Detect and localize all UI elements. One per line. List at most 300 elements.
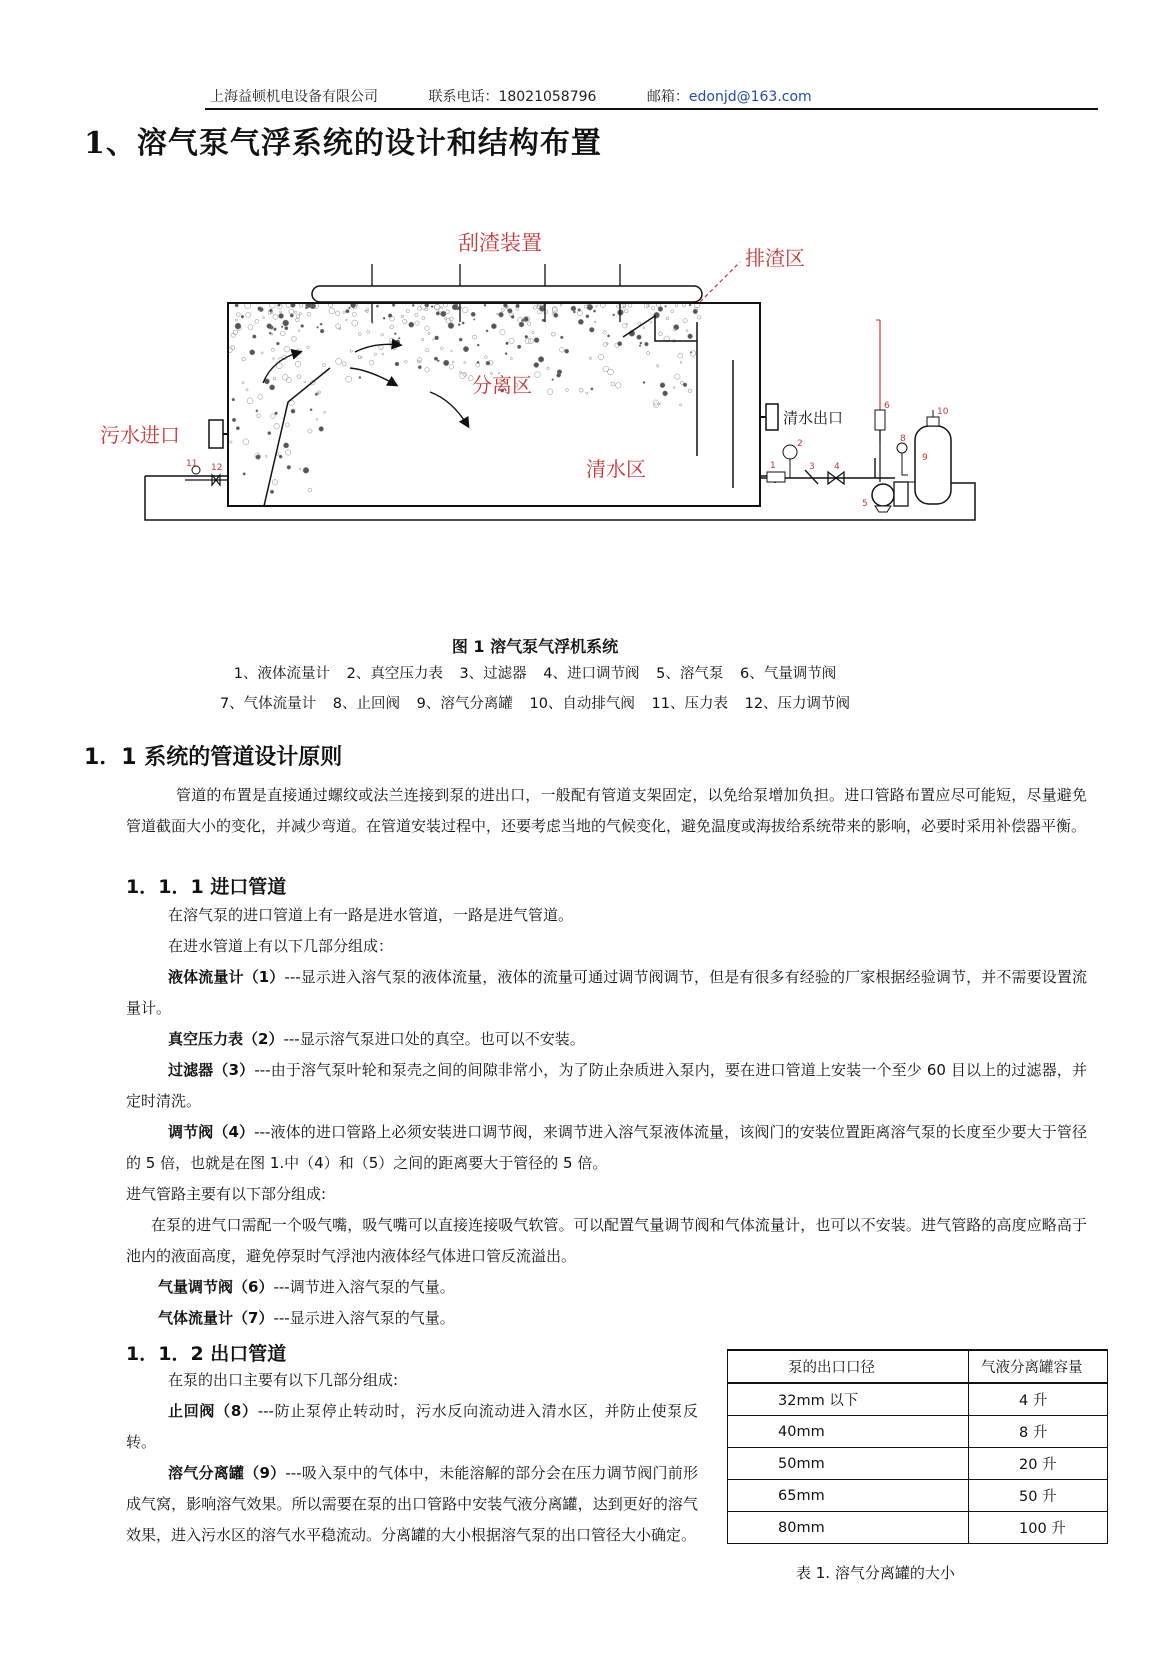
bubble-dot (253, 335, 257, 339)
bubble-dot (412, 304, 414, 306)
table-cell: 65mm (728, 1480, 969, 1512)
bubble-dot (280, 311, 282, 313)
bubble-dot (650, 321, 652, 323)
bubble-dot (295, 361, 301, 367)
page-header (210, 86, 858, 106)
bubble-dot (303, 467, 309, 473)
bubble-dot (274, 328, 277, 331)
bubble-dot (283, 320, 289, 326)
bubble-dot (471, 312, 475, 316)
bubble-dot (464, 362, 466, 364)
bubble-dot (231, 333, 235, 337)
item-text: ---显示溶气泵进口处的真空。也可以不安装。 (283, 1030, 585, 1048)
bubble-dot (230, 441, 232, 443)
bubble-dot (282, 374, 288, 380)
bubble-dot (542, 319, 545, 322)
bubble-dot (248, 325, 253, 330)
bubble-dot (231, 346, 235, 350)
bubble-dot (381, 334, 384, 337)
bubble-dot (365, 310, 367, 312)
bubble-dot (671, 310, 674, 313)
bubble-dot (241, 315, 244, 318)
bubble-dot (405, 360, 408, 363)
svg-text:1: 1 (770, 461, 776, 471)
bubble-dot (659, 403, 661, 405)
bubble-dot (310, 409, 312, 411)
outlet-item-check-valve (126, 1396, 698, 1458)
bubble-dot (443, 360, 449, 366)
bubble-dot (666, 317, 669, 320)
bubble-dot (674, 325, 679, 330)
bubble-dot (473, 319, 475, 321)
bubble-dot (308, 488, 312, 492)
bubble-dot (499, 312, 504, 317)
bubble-dot (299, 468, 301, 470)
bubble-dot (403, 319, 407, 323)
bubble-dot (286, 378, 291, 383)
bubble-dot (557, 373, 561, 377)
bubble-dot (242, 382, 244, 384)
table-header: 气液分离罐容量 (969, 1350, 1108, 1383)
auto-vent-valve-10[interactable] (927, 417, 939, 426)
bubble-dot (486, 330, 488, 332)
item-text: ---显示进入溶气泵的气量。 (273, 1309, 455, 1327)
bubble-dot (323, 364, 326, 367)
bubble-dot (335, 311, 340, 316)
bubble-dot (281, 326, 283, 328)
item-text: ---吸入泵中的气体中，未能溶解的部分会在压力调节阀门前形成气窝，影响溶气效果。所以需要在泵的出口管路中安装气液分离罐，达到更好的溶气效果，进入污水区的溶气水平稳流动。分离罐的大小根据溶气泵的出口管径大小确定。 (126, 1464, 698, 1544)
bubble-dot (587, 304, 593, 310)
bubble-dot (268, 432, 271, 435)
figure-legend-row-1 (0, 662, 1070, 683)
svg-text:9: 9 (922, 453, 928, 463)
bubble-dot (463, 373, 467, 377)
separator-capacity-table (727, 1349, 1108, 1544)
bubble-dot (535, 372, 541, 378)
bubble-dot (307, 312, 311, 316)
table-cell: 8 升 (969, 1416, 1108, 1448)
bubble-dot (505, 353, 507, 355)
bubble-dot (279, 455, 282, 458)
bubble-dot (448, 323, 454, 329)
inlet-item-filter (126, 1055, 1087, 1117)
bubble-dot (534, 363, 539, 368)
bubble-dot (659, 332, 663, 336)
bubble-dot (270, 385, 275, 390)
outlet-intro: 在泵的出口主要有以下几部分组成: (168, 1371, 399, 1389)
item-text: ---显示进入溶气泵的液体流量，液体的流量可通过调节阀调节，但是有很多有经验的厂家根据经验调节，并不需要设置流量计。 (126, 968, 1087, 1017)
outlet-item-separator (126, 1458, 698, 1551)
table-header-row (728, 1350, 1108, 1383)
bubble-dot (532, 331, 534, 333)
bubble-dot (276, 342, 279, 345)
svg-text:2: 2 (797, 439, 803, 449)
item-term: 调节阀（4） (168, 1123, 255, 1141)
vacuum-gauge-2[interactable] (783, 445, 797, 459)
bubble-dot (247, 398, 253, 404)
inlet-item-valve (126, 1117, 1087, 1179)
bubble-dot (477, 361, 479, 363)
bubble-dot (497, 313, 499, 315)
bubble-dot (645, 342, 649, 346)
email-link[interactable]: edonjd@163.com (688, 89, 812, 105)
svg-text:3: 3 (809, 462, 815, 472)
bubble-dot (352, 320, 358, 326)
bubble-dot (462, 322, 464, 324)
bubble-dot (262, 317, 264, 319)
scraper-paddles (372, 264, 620, 322)
bubble-dot (516, 308, 519, 311)
bubble-dot (552, 379, 554, 381)
bubble-dot (246, 389, 248, 391)
air-line-body: 在泵的进气口需配一个吸气嘴，吸气嘴可以直接连接吸气软管。可以配置气量调节阀和气体流量计，也可以不安装。进气管路的高度应略高于池内的液面高度，避免停泵时气浮池内液体经气体进口管反流溢出。 (126, 1216, 1087, 1265)
bubble-dot (320, 329, 324, 333)
bubble-dot (680, 362, 682, 364)
bubble-dot (579, 388, 583, 392)
bubble-dot (665, 305, 667, 307)
separator-tank-9[interactable] (915, 426, 951, 504)
bubble-dot (571, 306, 576, 311)
bubble-dot (317, 326, 319, 328)
bubble-dot (286, 450, 291, 455)
bubble-dot (237, 313, 241, 317)
bubble-dot (299, 312, 301, 314)
table-caption: 表 1. 溶气分离罐的大小 (796, 1564, 955, 1582)
bubble-dot (267, 324, 272, 329)
bubble-dot (458, 324, 460, 326)
bubble-dot (622, 324, 627, 329)
bubble-dot (285, 423, 289, 427)
bubble-dot (250, 350, 255, 355)
svg-text:5: 5 (862, 499, 868, 509)
flotation-system-diagram (100, 220, 1060, 540)
bubble-dot (565, 349, 569, 353)
bubble-dot (647, 351, 650, 354)
item-text: ---由于溶气泵叶轮和泵壳之间的间隙非常小，为了防止杂质进入泵内，要在进口管道上安装一个至少 60 目以上的过滤器，并定时清洗。 (126, 1061, 1087, 1110)
bubble-dot (346, 309, 350, 313)
table-cell: 32mm 以下 (728, 1383, 969, 1416)
label-sewage-inlet: 污水进口 (100, 423, 180, 447)
bubble-dot (591, 388, 593, 390)
table-cell: 50mm (728, 1448, 969, 1480)
bubble-dot (603, 366, 609, 372)
bubble-dot (463, 307, 469, 313)
bubble-dot (643, 381, 645, 383)
bubble-dot (352, 312, 356, 316)
bubble-dot (511, 315, 514, 318)
bubble-dot (308, 429, 312, 433)
table-header: 泵的出口口径 (728, 1350, 969, 1383)
bubble-dot (301, 325, 304, 328)
inlet-water-intro: 在进水管道上有以下几部分组成： (168, 937, 394, 955)
bubble-dot (349, 307, 351, 309)
bubble-dot (683, 383, 687, 387)
bubble-dot (395, 362, 399, 366)
bubble-dot (639, 345, 641, 347)
company-name: 上海益顿机电设备有限公司 (210, 89, 378, 105)
bubble-dot (452, 304, 458, 310)
bubble-dot (346, 319, 348, 321)
bubble-dot (320, 323, 322, 325)
bubble-dot (516, 304, 520, 308)
item-text: ---液体的进口管路上必须安装进口调节阀，来调节进入溶气泵液体流量，该阀门的安装位置距离溶气泵的长度至少要大于管径的 5 倍，也就是在图 1.中（4）和（5）之间的距离要大于管径的 5 倍。 (126, 1123, 1087, 1172)
table-row (728, 1383, 1108, 1416)
bubble-dot (299, 304, 303, 308)
table-cell: 50 升 (969, 1480, 1108, 1512)
bubble-dot (256, 410, 258, 412)
bubble-dot (452, 361, 454, 363)
bubble-dot (538, 357, 544, 363)
bubble-dot (463, 346, 468, 351)
bubble-dot (683, 318, 687, 322)
bubble-dot (406, 310, 409, 313)
table-cell: 20 升 (969, 1448, 1108, 1480)
diagram-labels (100, 231, 805, 481)
bubble-dot (688, 334, 693, 339)
legend-item: 10、自动排气阀 (529, 696, 635, 712)
bubble-dot (422, 317, 425, 320)
bubble-dot (698, 316, 701, 319)
item-term: 过滤器（3） (168, 1061, 255, 1079)
bubble-dot (269, 332, 271, 334)
bubble-dot (418, 358, 422, 362)
bubble-dot (383, 317, 385, 319)
bubble-dot (270, 490, 274, 494)
bubble-dot (390, 325, 394, 329)
bubble-dot (359, 376, 361, 378)
bubble-dot (307, 346, 310, 349)
table-row (728, 1448, 1108, 1480)
bubble-dot (594, 321, 596, 323)
bubble-dot (527, 322, 531, 326)
bubble-dot (673, 387, 675, 389)
bubble-dot (398, 337, 400, 339)
bubble-dot (693, 309, 698, 314)
bubble-dot (679, 404, 681, 406)
bubble-dot (656, 365, 659, 368)
check-valve-8[interactable] (897, 443, 907, 453)
bubble-dot (243, 439, 249, 445)
svg-text:10: 10 (937, 407, 949, 417)
bubble-dot (589, 357, 592, 360)
bubble-dot (372, 322, 374, 324)
label-scraper: 刮渣装置 (458, 231, 542, 255)
bubble-dot (394, 333, 396, 335)
bubble-dot (444, 317, 447, 320)
bubble-dot (586, 315, 589, 318)
bubble-dot (626, 323, 628, 325)
bubble-dot (274, 423, 280, 429)
bubble-dot (660, 383, 665, 388)
bubble-dot (275, 412, 278, 415)
clear-outlet-flange (766, 404, 778, 430)
bubble-dot (367, 308, 369, 310)
label-clear-outlet: 清水出口 (783, 409, 844, 427)
bubble-dot (415, 321, 419, 325)
inlet-item-flowmeter (126, 962, 1087, 1024)
bubble-dot (232, 418, 236, 422)
bubble-dot (358, 333, 361, 336)
bubble-dot (272, 480, 277, 485)
legend-item: 3、过滤器 (459, 666, 527, 682)
bubble-dot (477, 344, 479, 346)
bubble-dot (509, 338, 514, 343)
bubble-dot (690, 351, 696, 357)
header-divider (205, 108, 1098, 110)
bubble-dot (367, 330, 370, 333)
bubble-dot (298, 330, 300, 332)
table-cell: 4 升 (969, 1383, 1108, 1416)
bubble-dot (246, 312, 251, 317)
bubble-dot (273, 377, 276, 380)
bubble-dot (603, 331, 606, 334)
bubble-dot (451, 350, 453, 352)
air-item-gas-valve (158, 1272, 1087, 1303)
bubble-dot (409, 322, 414, 327)
item-text: ---调节进入溶气泵的气量。 (273, 1278, 455, 1296)
bubble-dot (285, 327, 288, 330)
bubble-dot (391, 378, 394, 381)
bubble-dot (560, 347, 565, 352)
bubble-dot (554, 313, 558, 317)
item-term: 气量调节阀（6） (158, 1278, 274, 1296)
bubble-dot (616, 383, 622, 389)
bubble-dot (611, 382, 615, 386)
bubble-dot (280, 331, 285, 336)
bubble-dot (689, 304, 691, 306)
bubble-dot (551, 332, 555, 336)
svg-text:4: 4 (834, 462, 840, 472)
bubble-dot (510, 357, 512, 359)
bubble-dot (425, 308, 428, 311)
air-line-intro: 进气管路主要有以下部分组成: (126, 1185, 327, 1203)
inlet-intro: 在溶气泵的进口管道上有一路是进水管道，一路是进气管道。 (168, 906, 574, 924)
bubble-dot (613, 314, 615, 316)
legend-item: 5、溶气泵 (656, 666, 724, 682)
legend-item: 7、气体流量计 (219, 696, 317, 712)
bubble-dot (257, 414, 261, 418)
bubble-dot (233, 330, 238, 335)
bubble-dot (434, 357, 438, 361)
table-cell: 40mm (728, 1416, 969, 1448)
bubble-dot (243, 473, 246, 476)
bubble-dot (271, 348, 274, 351)
bubble-dot (291, 336, 296, 341)
bubble-dot (382, 353, 384, 355)
bubble-dot (501, 308, 504, 311)
bubble-dot (506, 342, 509, 345)
bubble-dot (425, 326, 429, 330)
table-cell: 100 升 (969, 1512, 1108, 1544)
bubble-dot (537, 304, 539, 306)
flowmeter-1[interactable] (767, 472, 785, 482)
bubble-dot (440, 347, 443, 350)
bubble-dot (235, 319, 237, 321)
bubble-dot (566, 389, 569, 392)
bubble-dot (395, 340, 399, 344)
bubble-dot (678, 353, 683, 358)
legend-item: 1、液体流量计 (233, 666, 330, 682)
legend-item: 12、压力调节阀 (744, 696, 851, 712)
bubble-dot (297, 375, 301, 379)
label-clear-zone: 清水区 (586, 457, 646, 481)
svg-text:11: 11 (186, 459, 198, 469)
bubble-dot (449, 365, 454, 370)
bubble-dot (547, 389, 553, 395)
bubble-dot (369, 360, 374, 365)
page-title: 1、溶气泵气浮系统的设计和结构布置 (84, 126, 602, 161)
bubble-dot (436, 312, 440, 316)
bubble-dot (593, 310, 595, 312)
bubble-dot (329, 308, 335, 314)
bubble-dot (284, 443, 289, 448)
bubble-dot (401, 315, 404, 318)
bubble-dot (284, 346, 290, 352)
table-row (728, 1512, 1108, 1544)
label-separation: 分离区 (472, 373, 532, 397)
bubble-dot (258, 307, 262, 311)
section-1-1-body: 管道的布置是直接通过螺纹或法兰连接到泵的进出口，一般配有管道支架固定，以免给泵增加负担。进口管路布置应尽可能短，尽量避免管道截面大小的变化，并减少弯道。在管道安装过程中，还要考虑当地的气候变化，避免温度或海拔给系统带来的影响，必要时采用补偿器平衡。 (126, 786, 1087, 835)
table-cell: 80mm (728, 1512, 969, 1544)
bubble-dot (422, 338, 424, 340)
bubble-dot (688, 389, 692, 393)
bubble-dot (446, 310, 450, 314)
bubble-dot (343, 311, 345, 313)
bubble-dot (500, 330, 505, 335)
svg-text:6: 6 (884, 401, 890, 411)
bubble-dot (389, 338, 393, 342)
bubble-dot (388, 314, 392, 318)
bubble-dot (486, 361, 490, 365)
bubble-dot (316, 419, 318, 421)
bubble-dot (379, 345, 384, 350)
gas-valve-6[interactable] (875, 410, 885, 430)
bubble-dot (519, 322, 524, 327)
bubble-dot (441, 311, 446, 316)
bubble-dot (686, 330, 688, 332)
bubble-dot (586, 392, 588, 394)
bubble-dot (640, 342, 642, 344)
bubble-dot (428, 332, 430, 334)
sewage-inlet-flange (209, 420, 223, 448)
bubble-dot (392, 304, 395, 307)
bubble-dot (336, 358, 342, 364)
bubble-dot (539, 306, 545, 312)
pump-5[interactable] (872, 484, 894, 506)
bubble-dot (560, 336, 563, 339)
bubble-dot (273, 358, 275, 360)
section-heading-1-1: 1．1 系统的管道设计原则 (84, 745, 343, 770)
scraper-belt[interactable] (312, 286, 702, 302)
bubble-dot (623, 306, 625, 308)
bubble-dot (435, 305, 441, 311)
bubble-dot (547, 367, 550, 370)
bubble-dot (484, 304, 486, 306)
air-item-gas-flowmeter (158, 1303, 1087, 1334)
bubble-dot (291, 409, 295, 413)
figure-legend-row-2 (0, 692, 1070, 713)
inlet-item-vacuum-gauge (126, 1024, 1087, 1055)
bubble-dot (255, 320, 259, 324)
contact-phone: 联系电话：18021058796 (428, 89, 597, 105)
bubble-dot (305, 307, 307, 309)
figure-caption: 图 1 溶气泵气浮机系统 (451, 637, 619, 656)
bubble-dot (232, 398, 235, 401)
filter-3[interactable] (805, 470, 818, 484)
bubble-dot (425, 368, 430, 373)
svg-text:12: 12 (211, 463, 223, 473)
table-row (728, 1480, 1108, 1512)
